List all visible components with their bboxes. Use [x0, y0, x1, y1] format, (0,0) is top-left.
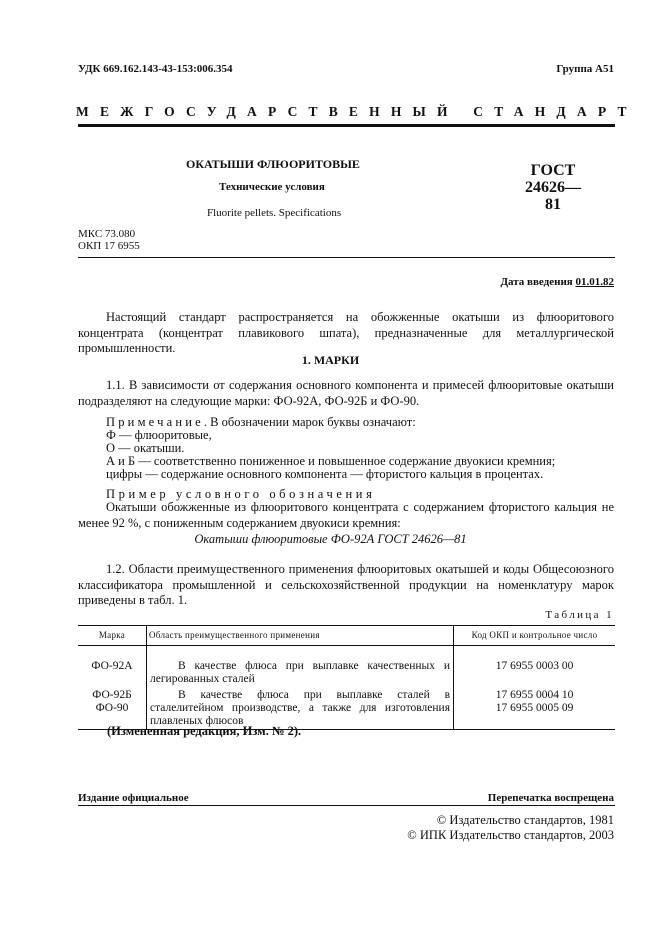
copyright-block	[407, 813, 614, 843]
gost-number: 24626—81	[525, 179, 581, 213]
footer-rule	[78, 805, 615, 806]
note-lines	[106, 429, 614, 481]
note-intro: . В обозначении марок буквы означают:	[203, 415, 416, 429]
classification-codes	[78, 228, 140, 252]
mark-value: ФО-92Б	[92, 689, 132, 701]
cell-area: В качестве флюса при выплавке качественных и легированных сталей	[147, 646, 454, 687]
heading-rule	[78, 124, 615, 127]
copyright-line: © ИПК Издательство стандартов, 2003	[407, 828, 614, 842]
gost-designation	[518, 162, 588, 213]
cell-mark: ФО-92А	[91, 660, 133, 672]
amendment-note: (Измененная редакция, Изм. № 2).	[107, 724, 302, 738]
note-line: О — окатыши.	[106, 441, 185, 455]
okp-code: ОКП 17 6955	[78, 240, 140, 252]
note-label: Примечание	[106, 415, 204, 429]
standard-title: ОКАТЫШИ ФЛЮОРИТОВЫЕ	[186, 157, 360, 171]
introduction-date-label: Дата введения	[500, 276, 573, 288]
table-1-caption: Таблица 1	[545, 609, 614, 621]
example-text: Окатыши обожженные из флюоритового концентрата с содержанием фтористого кальция не менее 92 %, с пониженным содержанием двуокиси кремния:	[78, 500, 614, 530]
title-block-rule	[78, 257, 615, 258]
mks-code: МКС 73.080	[78, 228, 136, 240]
code-value: 17 6955 0005 09	[495, 702, 574, 714]
example-designation: Окатыши флюоритовые ФО-92А ГОСТ 24626—81	[194, 532, 467, 546]
english-title: Fluorite pellets. Specifications	[207, 207, 342, 219]
note-line: цифры — содержание основного компонента — фтористого кальция в процентах.	[106, 467, 544, 481]
cell-mark	[78, 686, 147, 728]
paragraph-1-2: 1.2. Области преимущественного применения флюоритовых окатышей и коды Общесоюзного классификатора промышленной и сельскохозяйственной продукции на номенклатуру марок приведены в табл. 1.	[78, 562, 614, 607]
introduction-date	[500, 276, 614, 288]
column-header-area: Область преимущественного применения	[147, 626, 454, 646]
table-header-row	[78, 626, 615, 646]
reprint-prohibited: Перепечатка воспрещена	[487, 792, 614, 804]
standard-subtitle: Технические условия	[219, 181, 325, 193]
section-1-heading: 1. МАРКИ	[301, 353, 360, 367]
copyright-line: © Издательство стандартов, 1981	[436, 813, 614, 827]
column-header-code: Код ОКП и контрольное число	[454, 626, 616, 646]
example-heading: Пример условного обозначения	[106, 487, 376, 501]
gost-label: ГОСТ	[530, 162, 576, 179]
table-row	[78, 686, 615, 728]
table-1	[78, 625, 615, 730]
paragraph-1-1: 1.1. В зависимости от содержания основного компонента и примесей флюоритовые окатыши подразделяют на следующие марки: ФО-92А, ФО-92Б и ФО-90.	[78, 378, 614, 408]
mark-value: ФО-90	[95, 702, 129, 714]
cell-code	[454, 686, 616, 728]
group-code: Группа А51	[556, 63, 614, 75]
official-edition: Издание официальное	[78, 792, 189, 804]
column-header-mark: Марка	[78, 626, 147, 646]
interstate-standard-heading: МЕЖГОСУДАРСТВЕННЫЙ СТАНДАРТ	[76, 104, 638, 119]
cell-area: В качестве флюса при выплавке сталей в сталелитейном производстве, а также для изготовления плавленых флюсов	[147, 686, 454, 728]
table-row	[78, 646, 615, 687]
code-value: 17 6955 0004 10	[495, 689, 574, 701]
udk-code: УДК 669.162.143-43-153:006.354	[78, 63, 233, 75]
cell-code: 17 6955 0003 00	[454, 646, 616, 687]
introduction-date-value: 01.01.82	[575, 276, 614, 288]
intro-paragraph: Настоящий стандарт распространяется на обожженные окатыши из флюоритового концентрата (концентрат плавикового шпата), предназначенные для металлургической промышленности.	[78, 310, 614, 355]
note-line: Ф — флюоритовые,	[106, 428, 212, 442]
note-line: А и Б — соответственно пониженное и повышенное содержание двуокиси кремния;	[106, 454, 556, 468]
